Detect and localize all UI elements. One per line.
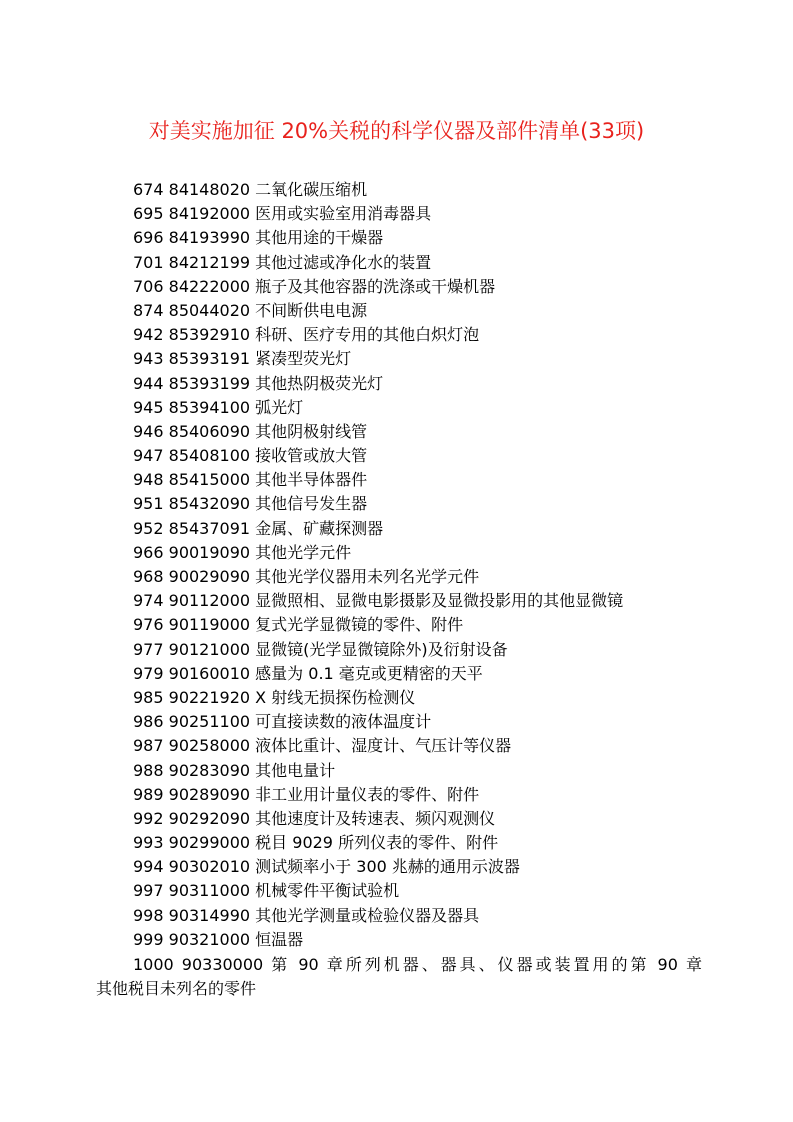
item-number: 968: [133, 567, 164, 586]
item-number: 674: [133, 180, 164, 199]
item-name: 瓶子及其他容器的洗涤或干燥机器: [255, 276, 496, 296]
item-name: 非工业用计量仪表的零件、附件: [255, 784, 480, 804]
item-number: 966: [133, 542, 164, 562]
item-number: 706: [133, 276, 164, 296]
list-item-last: [96, 953, 702, 1001]
list-item: [133, 347, 623, 371]
list-item: [133, 541, 623, 565]
last-item-line-2: 其他税目未列名的零件: [96, 979, 257, 999]
item-number: 987: [133, 736, 164, 756]
list-item: [133, 323, 623, 347]
item-code: 90302010: [168, 857, 251, 877]
item-code: 90289090: [168, 784, 251, 804]
item-number: 976: [133, 615, 164, 635]
list-item: [133, 589, 623, 613]
item-name: 其他光学测量或检验仪器及器具: [255, 905, 480, 925]
item-code: 84148020: [168, 180, 251, 199]
item-code: 85392910: [168, 325, 251, 345]
item-code: 90311000: [168, 881, 251, 901]
item-name: 其他信号发生器: [255, 494, 368, 514]
document-title: 对美实施加征 20%关税的科学仪器及部件清单(33项): [148, 119, 645, 143]
item-name: 机械零件平衡试验机: [255, 881, 400, 901]
list-item: [133, 226, 623, 250]
item-name: 其他半导体器件: [255, 470, 368, 490]
item-code: 85408100: [168, 446, 251, 466]
list-item: [133, 202, 623, 226]
item-number: 989: [133, 784, 164, 804]
item-code: 84212199: [168, 252, 251, 272]
item-number: 994: [133, 857, 164, 877]
item-number: 951: [133, 494, 164, 514]
item-name: 其他光学元件: [255, 542, 352, 562]
list-item: [133, 444, 623, 468]
item-name: 其他速度计及转速表、频闪观测仪: [255, 808, 496, 828]
item-number: 948: [133, 470, 164, 490]
item-code: 90314990: [168, 905, 251, 925]
item-code: 85394100: [168, 397, 251, 417]
list-item: [133, 710, 623, 734]
item-name: 其他电量计: [255, 760, 336, 780]
last-item-line-1: 1000 90330000 第 90 章所列机器、器具、仪器或装置用的第 90 章: [133, 955, 702, 974]
item-number: 695: [133, 204, 164, 224]
item-number: 945: [133, 397, 164, 417]
item-code: 90112000: [168, 591, 251, 611]
item-code: 90283090: [168, 760, 251, 780]
item-number: 696: [133, 228, 164, 248]
item-code: 84193990: [168, 228, 251, 248]
list-item: [133, 492, 623, 516]
list-item: [133, 396, 623, 420]
list-item: [133, 928, 623, 952]
item-number: 946: [133, 421, 164, 441]
list-item: [133, 178, 623, 202]
item-name: 复式光学显微镜的零件、附件: [255, 615, 464, 635]
list-item: [133, 565, 623, 589]
item-name: 其他用途的干燥器: [255, 228, 384, 248]
item-code: 90258000: [168, 736, 251, 756]
item-code: 85406090: [168, 421, 251, 441]
list-item: [133, 299, 623, 323]
item-code: 84192000: [168, 204, 251, 224]
item-code: 85437091: [168, 518, 251, 538]
item-name: 显微照相、显微电影摄影及显微投影用的其他显微镜: [255, 591, 624, 611]
item-code: 90321000: [168, 929, 251, 949]
list-item: [133, 686, 623, 710]
item-code: 90119000: [168, 615, 251, 635]
item-number: 999: [133, 929, 164, 949]
item-name: 不间断供电电源: [255, 300, 368, 320]
item-name: 接收管或放大管: [255, 446, 368, 466]
item-name: 恒温器: [255, 929, 304, 949]
item-code: 85044020: [168, 300, 251, 320]
item-name: 金属、矿藏探测器: [255, 518, 384, 538]
list-item: [133, 904, 623, 928]
list-item: [133, 372, 623, 396]
item-code: 90121000: [168, 639, 251, 659]
item-number: 974: [133, 591, 164, 611]
list-item: [133, 468, 623, 492]
item-code: 85393199: [168, 373, 251, 393]
item-name: X 射线无损探伤检测仪: [255, 687, 416, 707]
list-item: [133, 734, 623, 758]
list-item: [133, 638, 623, 662]
list-item: [133, 807, 623, 831]
item-number: 942: [133, 325, 164, 345]
list-item: [133, 613, 623, 637]
list-item: [133, 517, 623, 541]
list-item: [133, 420, 623, 444]
list-item: [133, 251, 623, 275]
item-number: 701: [133, 252, 164, 272]
list-item: [133, 275, 623, 299]
item-list: [133, 178, 623, 952]
list-item: [133, 759, 623, 783]
item-code: 90292090: [168, 808, 251, 828]
item-code: 90299000: [168, 833, 251, 853]
item-name: 显微镜(光学显微镜除外)及衍射设备: [255, 639, 508, 659]
item-code: 85432090: [168, 494, 251, 514]
item-code: 90019090: [168, 542, 251, 562]
list-item: [133, 783, 623, 807]
list-item: [133, 855, 623, 879]
item-name: 测试频率小于 300 兆赫的通用示波器: [255, 857, 520, 877]
item-code: 90029090: [168, 567, 251, 586]
item-number: 874: [133, 300, 164, 320]
list-item: [133, 879, 623, 903]
item-name: 弧光灯: [255, 397, 304, 417]
list-item: [133, 662, 623, 686]
item-code: 90160010: [168, 663, 251, 683]
item-number: 998: [133, 905, 164, 925]
item-code: 90221920: [168, 687, 251, 707]
item-name: 其他光学仪器用未列名光学元件: [255, 567, 480, 586]
item-number: 947: [133, 446, 164, 466]
list-item: [133, 831, 623, 855]
item-number: 952: [133, 518, 164, 538]
item-number: 985: [133, 687, 164, 707]
item-number: 993: [133, 833, 164, 853]
item-code: 84222000: [168, 276, 251, 296]
item-number: 979: [133, 663, 164, 683]
item-number: 986: [133, 712, 164, 732]
item-name: 其他阴极射线管: [255, 421, 368, 441]
item-name: 其他过滤或净化水的装置: [255, 252, 432, 272]
item-code: 85393191: [168, 349, 251, 369]
item-number: 997: [133, 881, 164, 901]
item-code: 90251100: [168, 712, 251, 732]
item-name: 紧凑型荧光灯: [255, 349, 352, 369]
item-number: 992: [133, 808, 164, 828]
item-name: 二氧化碳压缩机: [255, 180, 368, 199]
item-code: 85415000: [168, 470, 251, 490]
item-number: 977: [133, 639, 164, 659]
item-name: 税目 9029 所列仪表的零件、附件: [255, 833, 499, 853]
item-number: 988: [133, 760, 164, 780]
item-name: 医用或实验室用消毒器具: [255, 204, 432, 224]
item-number: 943: [133, 349, 164, 369]
item-number: 944: [133, 373, 164, 393]
item-name: 其他热阴极荧光灯: [255, 373, 384, 393]
item-name: 可直接读数的液体温度计: [255, 712, 432, 732]
item-name: 液体比重计、湿度计、气压计等仪器: [255, 736, 512, 756]
item-name: 科研、医疗专用的其他白炽灯泡: [255, 325, 480, 345]
item-name: 感量为 0.1 毫克或更精密的天平: [255, 663, 483, 683]
